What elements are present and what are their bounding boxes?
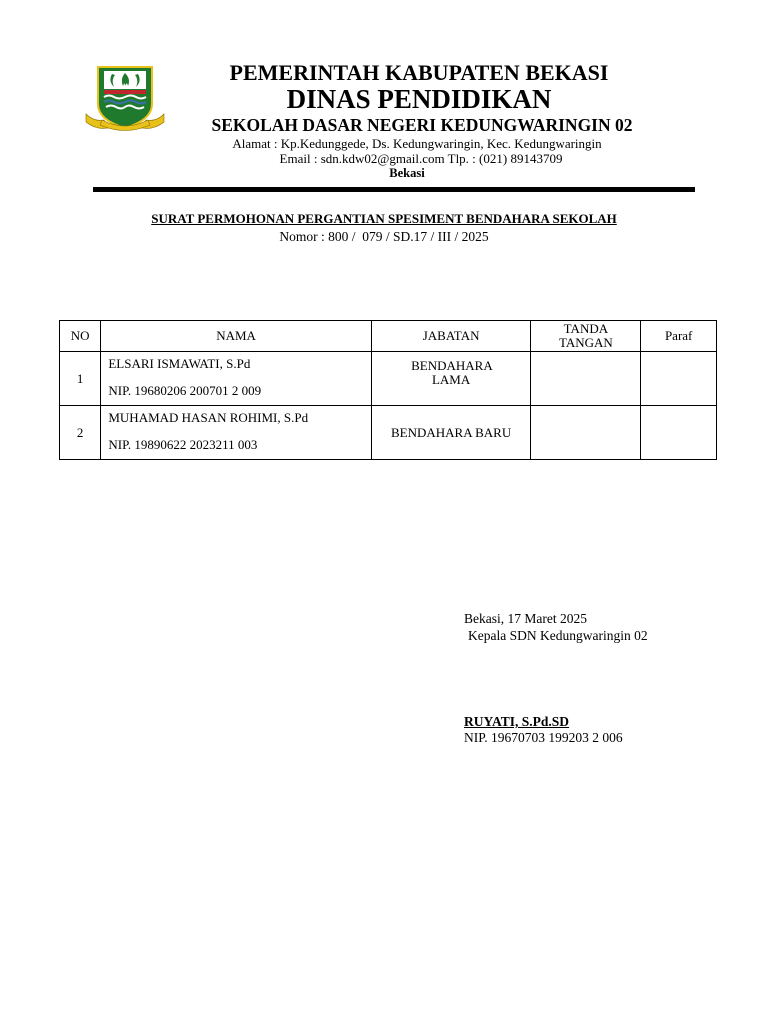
header-address: Alamat : Kp.Kedunggede, Ds. Kedungwaringin, Kec. Kedungwaringin bbox=[232, 136, 602, 151]
row-nip: NIP. 19890622 2023211 003 bbox=[108, 437, 258, 452]
letterhead-divider bbox=[93, 187, 695, 192]
row-nama-cell bbox=[101, 352, 371, 406]
row-jabatan-label: BENDAHARA LAMA bbox=[411, 357, 493, 387]
column-header-no: NO bbox=[60, 321, 101, 352]
specimen-table bbox=[59, 320, 717, 460]
row-number: 1 bbox=[60, 352, 101, 406]
header-city: Bekasi bbox=[389, 166, 425, 180]
row-nama-cell bbox=[101, 406, 371, 460]
column-header-jabatan: JABATAN bbox=[371, 321, 531, 352]
row-signature-cell bbox=[531, 406, 641, 460]
row-name: ELSARI ISMAWATI, S.Pd bbox=[108, 356, 251, 371]
header-contact: Email : sdn.kdw02@gmail.com Tlp. : (021) 89143709 bbox=[279, 151, 563, 166]
column-header-nama: NAMA bbox=[101, 321, 371, 352]
column-header-tanda-tangan bbox=[531, 321, 641, 352]
row-jabatan: BENDAHARA BARU bbox=[371, 406, 531, 460]
signature-place-date: Bekasi, 17 Maret 2025 bbox=[464, 611, 587, 626]
row-nip: NIP. 19680206 200701 2 009 bbox=[108, 383, 262, 398]
column-header-tanda-tangan-label: TANDA TANGAN bbox=[558, 321, 613, 350]
table-row bbox=[60, 406, 717, 460]
row-paraf-cell bbox=[641, 406, 717, 460]
row-number: 2 bbox=[60, 406, 101, 460]
row-jabatan bbox=[371, 352, 531, 406]
signature-role: Kepala SDN Kedungwaringin 02 bbox=[468, 628, 648, 643]
header-government: PEMERINTAH KABUPATEN BEKASI bbox=[229, 60, 609, 85]
signature-name: RUYATI, S.Pd.SD bbox=[464, 714, 570, 729]
column-header-paraf: Paraf bbox=[641, 321, 717, 352]
header-department: DINAS PENDIDIKAN bbox=[286, 84, 552, 114]
letter-title: SURAT PERMOHONAN PERGANTIAN SPESIMENT BENDAHARA SEKOLAH bbox=[151, 211, 617, 226]
row-signature-cell bbox=[531, 352, 641, 406]
signature-nip: NIP. 19670703 199203 2 006 bbox=[464, 730, 623, 745]
row-name: MUHAMAD HASAN ROHIMI, S.Pd bbox=[108, 410, 309, 425]
table-header-row bbox=[60, 321, 717, 352]
header-school-name: SEKOLAH DASAR NEGERI KEDUNGWARINGIN 02 bbox=[211, 115, 633, 135]
table-row bbox=[60, 352, 717, 406]
row-paraf-cell bbox=[641, 352, 717, 406]
letter-number: Nomor : 800 / 079 / SD.17 / III / 2025 bbox=[279, 229, 489, 244]
